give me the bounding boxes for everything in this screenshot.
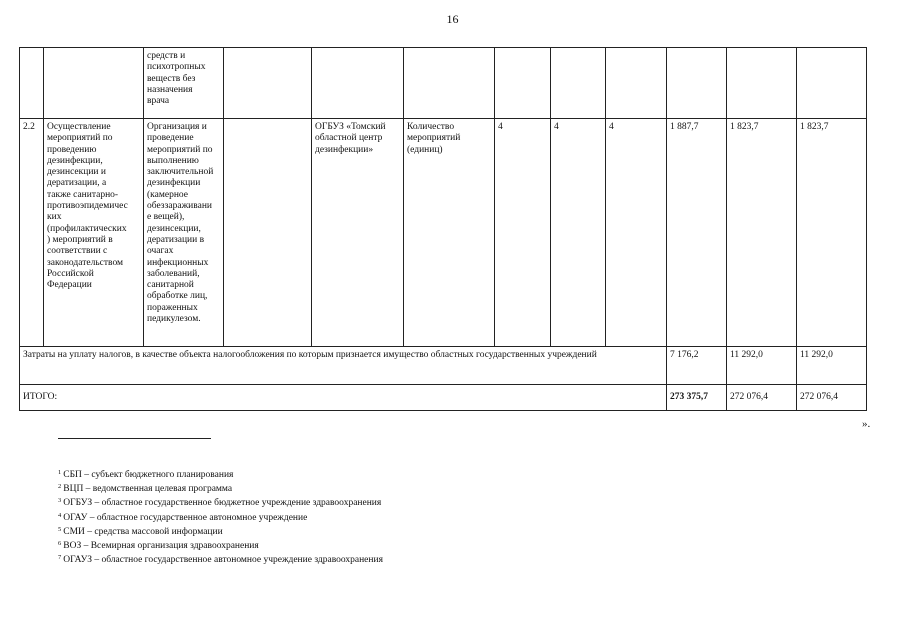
footnote: $^1$ СБП – субъект бюджетного планирования (58, 469, 234, 480)
cell-fin3: 11 292,0 (797, 347, 867, 385)
footnote-divider (58, 438, 211, 439)
cell-val1 (495, 48, 551, 119)
cell-fin2 (727, 48, 797, 119)
footnote: $^4$ ОГАУ – областное государственное автономное учреждение (58, 511, 308, 523)
cell-total-fin3: 272 076,4 (797, 385, 867, 411)
cell-task: Осуществление мероприятий по проведению дезинфекции, дезинсекции и дератизации, а также санитарно- противоэпидемичес ких (профилактических ) мероприятий в соответствии с законодательством Российской Федерации (44, 119, 144, 347)
cell-fin1: 1 887,7 (667, 119, 727, 347)
cell-activity: средств и психотропных веществ без назначения врача (144, 48, 224, 119)
cell-fin3: 1 823,7 (797, 119, 867, 347)
table-row-tax (20, 347, 867, 385)
footnote: $^6$ ВОЗ – Всемирная организация здравоохранения (58, 540, 259, 552)
cell-task (44, 48, 144, 119)
cell-val3: 4 (606, 119, 667, 347)
footnote: $^3$ ОГБУЗ – областное государственное бюджетное учреждение здравоохранения (58, 497, 382, 509)
cell-tax-label: Затраты на уплату налогов, в качестве объекта налогообложения по которым признается имущество областных государственных учреждений (20, 347, 667, 385)
cell-total-fin2: 272 076,4 (727, 385, 797, 411)
table-row-continuation (20, 48, 867, 119)
cell-executor (312, 48, 404, 119)
cell-fin1: 7 176,2 (667, 347, 727, 385)
cell-val2 (551, 48, 606, 119)
budget-table (19, 47, 867, 411)
cell-executor: ОГБУЗ «Томский областной центр дезинфекции» (312, 119, 404, 347)
cell-fin3 (797, 48, 867, 119)
cell-num: 2.2 (20, 119, 44, 347)
cell-num (20, 48, 44, 119)
table-row-2-2 (20, 119, 867, 347)
cell-val2: 4 (551, 119, 606, 347)
table-row-total (20, 385, 867, 411)
cell-indicator: Количество мероприятий (единиц) (404, 119, 495, 347)
closing-quote: ». (862, 418, 871, 430)
cell-total-fin1: 273 375,7 (667, 385, 727, 411)
cell-activity: Организация и проведение мероприятий по выполнению заключительной дезинфекции (камерное обеззараживани е вещей), дезинсекции, дератизации в очагах инфекционных заболеваний, санитарной обработке лиц, пораженных педикулезом. (144, 119, 224, 347)
cell-empty (224, 119, 312, 347)
cell-val1: 4 (495, 119, 551, 347)
cell-indicator (404, 48, 495, 119)
cell-val3 (606, 48, 667, 119)
cell-fin2: 11 292,0 (727, 347, 797, 385)
footnotes (58, 467, 383, 566)
page-number: 16 (446, 12, 459, 26)
cell-fin2: 1 823,7 (727, 119, 797, 347)
cell-total-label: ИТОГО: (20, 385, 667, 411)
footnote: $^2$ ВЦП – ведомственная целевая программа (58, 483, 233, 495)
footnote: $^5$ СМИ – средства массовой информации (58, 525, 223, 537)
footnote: $^7$ ОГАУЗ – областное государственное автономное учреждение здравоохранения (58, 554, 383, 566)
cell-fin1 (667, 48, 727, 119)
cell-empty (224, 48, 312, 119)
